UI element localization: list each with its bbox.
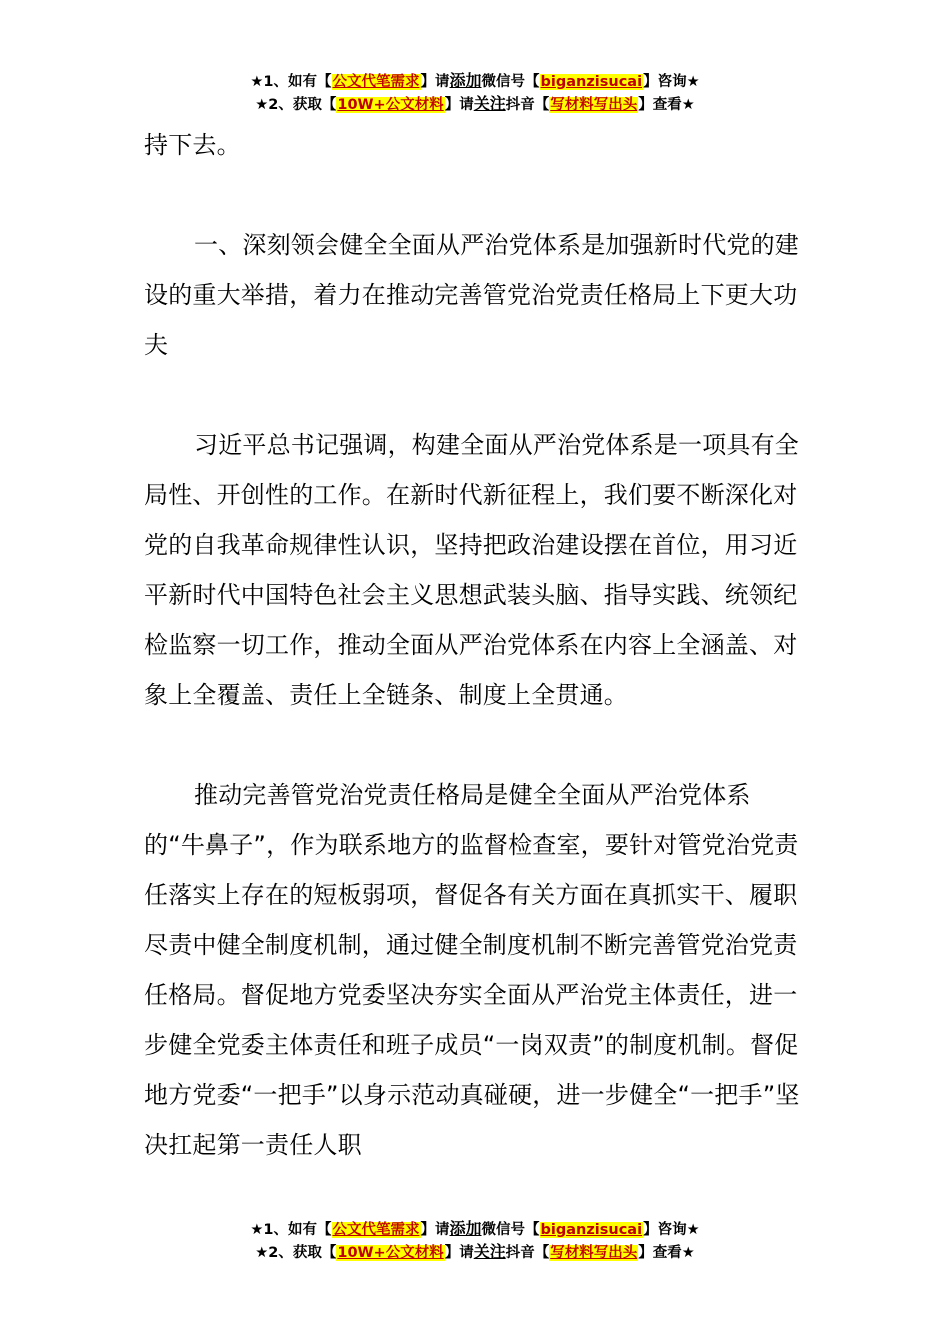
paragraph: 习近平总书记强调，构建全面从严治党体系是一项具有全局性、开创性的工作。在新时代新征程上，我们要不断深化对党的自我革命规律性认识，坚持把政治建设摆在首位，用习近平新时代中国特色社会主义思想武装头脑、指导实践、统领纪检监察一切工作，推动全面从严治党体系在内容上全涵盖、对象上全覆盖、责任上全链条、制度上全贯通。 [144, 431, 799, 709]
highlight-douyin-account: 写材料写出头 [550, 1245, 638, 1261]
document-body [144, 120, 808, 1170]
header-banner [0, 70, 950, 116]
highlight-writing-service: 公文代笔需求 [332, 1222, 420, 1238]
highlight-materials: 10W+公文材料 [337, 1245, 444, 1261]
banner-line-1: ★1、如有【公文代笔需求】请添加微信号【biganzisucai】咨询★ [250, 1219, 700, 1238]
highlight-writing-service: 公文代笔需求 [332, 74, 420, 90]
highlight-wechat-id: biganzisucai [540, 1222, 643, 1238]
banner-line-2: ★2、获取【10W+公文材料】请关注抖音【写材料写出头】查看★ [255, 94, 695, 113]
highlight-wechat-id: biganzisucai [540, 74, 643, 90]
highlight-materials: 10W+公文材料 [337, 97, 444, 113]
highlight-douyin-account: 写材料写出头 [550, 97, 638, 113]
paragraph: 推动完善管党治党责任格局是健全全面从严治党体系的“牛鼻子”，作为联系地方的监督检查室，要针对管党治党责任落实上存在的短板弱项，督促各有关方面在真抓实干、履职尽责中健全制度机制，通过健全制度机制不断完善管党治党责任格局。督促地方党委坚决夯实全面从严治党主体责任，进一步健全党委主体责任和班子成员“一岗双责”的制度机制。督促地方党委“一把手”以身示范动真碰硬，进一步健全“一把手”坚决扛起第一责任人职 [144, 781, 800, 1159]
banner-line-1: ★1、如有【公文代笔需求】请添加微信号【biganzisucai】咨询★ [250, 71, 700, 90]
section-heading: 一、深刻领会健全全面从严治党体系是加强新时代党的建设的重大举措，着力在推动完善管党治党责任格局上下更大功夫 [144, 231, 799, 359]
banner-line-2: ★2、获取【10W+公文材料】请关注抖音【写材料写出头】查看★ [255, 1242, 695, 1261]
footer-banner [0, 1218, 950, 1264]
paragraph-continuation: 持下去。 [144, 131, 241, 159]
